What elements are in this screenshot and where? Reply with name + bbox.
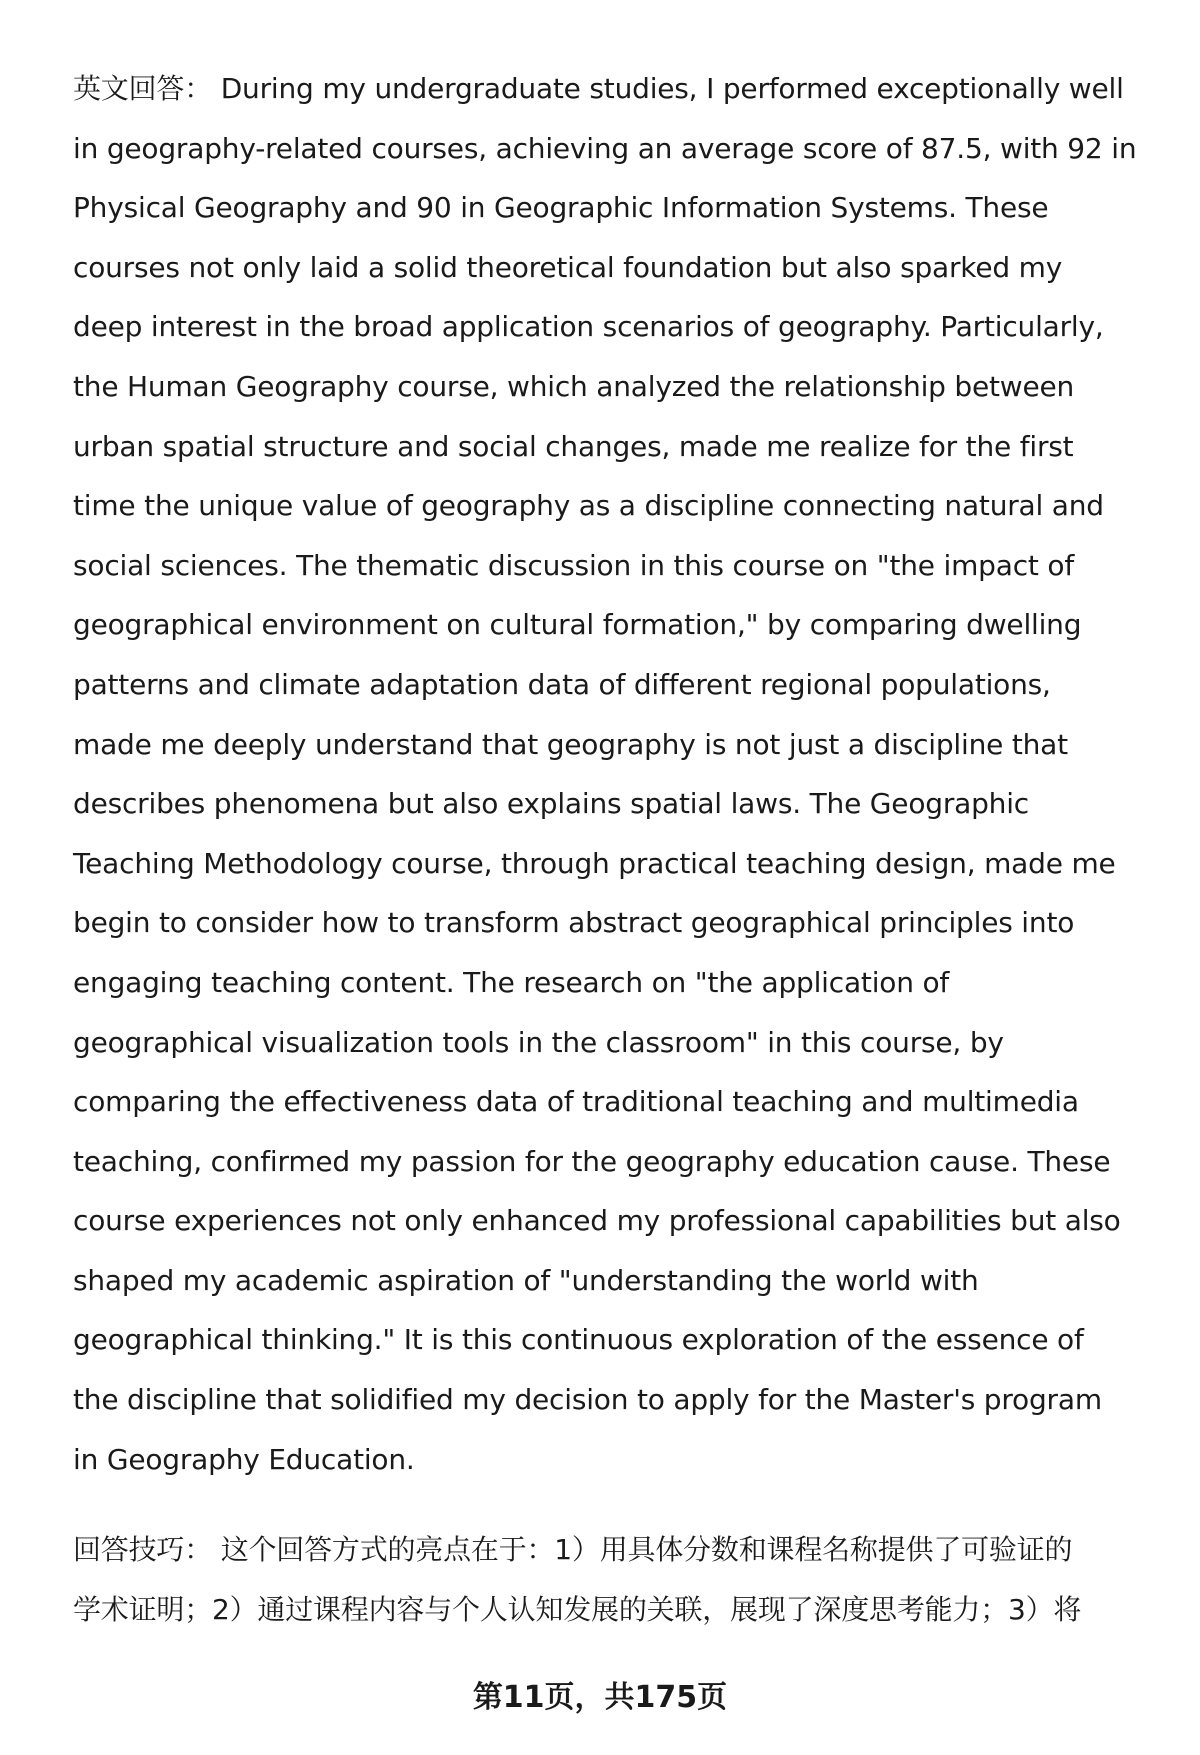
- text-line: the Human Geography course, which analyzed the relationship between: [73, 369, 1075, 403]
- text-line: teaching, confirmed my passion for the geography education cause. These: [73, 1144, 1111, 1178]
- text-line: social sciences. The thematic discussion in this course on "the impact of: [73, 548, 1074, 582]
- text-line: course experiences not only enhanced my professional capabilities but also: [73, 1204, 1121, 1238]
- text-line: describes phenomena but also explains spatial laws. The Geographic: [73, 787, 1029, 821]
- text-line: comparing the effectiveness data of traditional teaching and multimedia: [73, 1085, 1079, 1119]
- page-number: 第11页，共175页: [472, 1680, 728, 1715]
- text-line: patterns and climate adaptation data of different regional populations,: [73, 667, 1051, 701]
- text-line: deep interest in the broad application scenarios of geography. Particularly,: [73, 310, 1104, 344]
- text-line: in Geography Education.: [73, 1442, 415, 1476]
- text-line: geographical environment on cultural formation," by comparing dwelling: [73, 608, 1082, 642]
- text-line: engaging teaching content. The research on "the application of: [73, 965, 950, 999]
- text-line: courses not only laid a solid theoretical foundation but also sparked my: [73, 250, 1063, 284]
- text-line: geographical thinking." It is this continuous exploration of the essence of: [73, 1323, 1084, 1357]
- text-line: urban spatial structure and social changes, made me realize for the first: [73, 429, 1074, 463]
- text-line: shaped my academic aspiration of "understanding the world with: [73, 1263, 979, 1297]
- text-line: 学术证明；2）通过课程内容与个人认知发展的关联，展现了深度思考能力；3）将: [73, 1592, 1082, 1626]
- text-line: 英文回答： During my undergraduate studies, I performed exceptionally well: [73, 72, 1124, 105]
- answer-tips-paragraph: [73, 1520, 1163, 1639]
- text-line: 回答技巧： 这个回答方式的亮点在于：1）用具体分数和课程名称提供了可验证的: [73, 1533, 1073, 1566]
- text-line: the discipline that solidified my decision to apply for the Master's program: [73, 1383, 1102, 1417]
- text-line: Physical Geography and 90 in Geographic Information Systems. These: [73, 191, 1049, 225]
- text-line: geographical visualization tools in the classroom" in this course, by: [73, 1025, 1004, 1059]
- english-answer-paragraph: [73, 59, 1163, 1489]
- text-line: begin to consider how to transform abstract geographical principles into: [73, 906, 1075, 940]
- text-line: time the unique value of geography as a discipline connecting natural and: [73, 489, 1104, 523]
- text-line: in geography-related courses, achieving an average score of 87.5, with 92 in: [73, 131, 1137, 165]
- text-line: Teaching Methodology course, through practical teaching design, made me: [73, 846, 1116, 880]
- text-line: made me deeply understand that geography is not just a discipline that: [73, 727, 1068, 761]
